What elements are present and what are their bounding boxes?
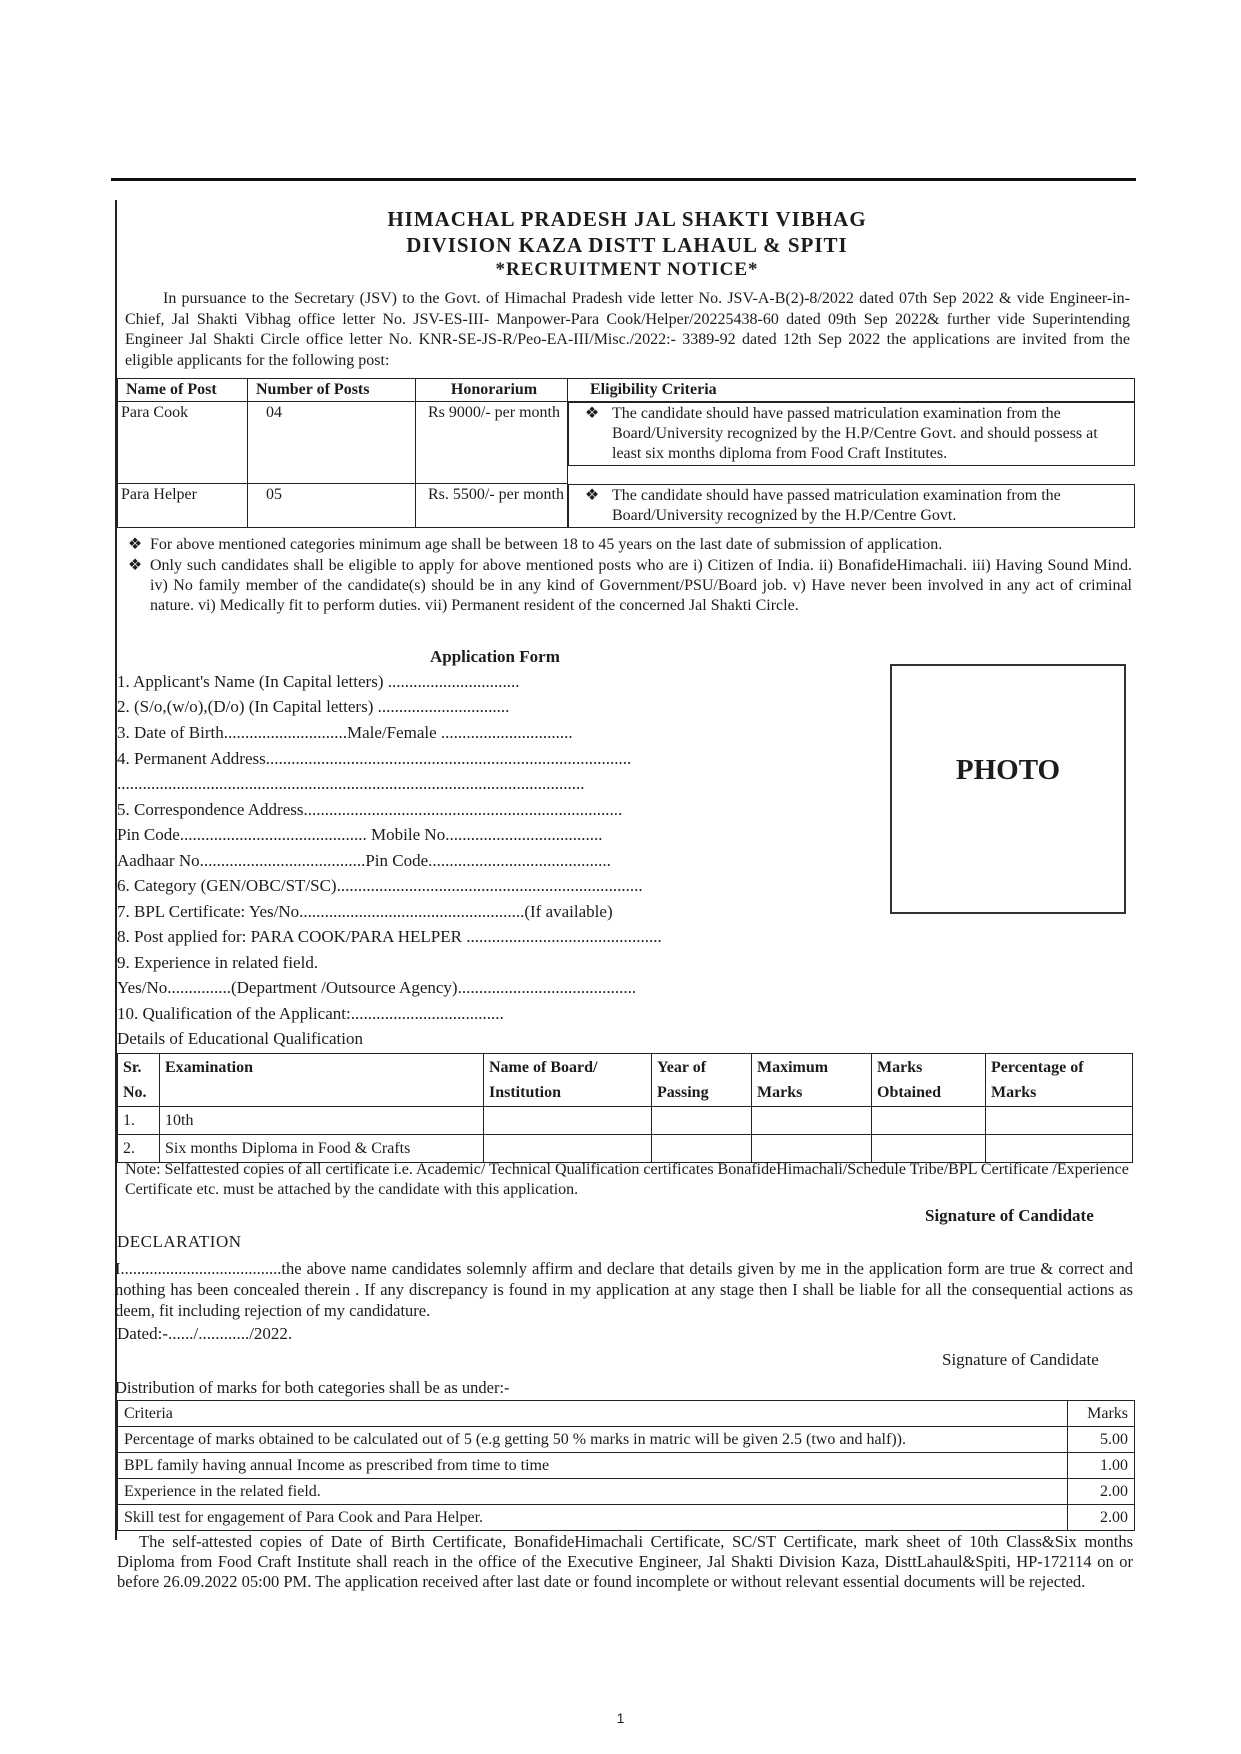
form-line: Aadhaar No.......................................Pin Code...........................................: [117, 851, 611, 870]
form-line: 10. Qualification of the Applicant:....................................: [117, 1004, 504, 1023]
post-name: Para Helper: [118, 484, 248, 528]
list-item: [120, 535, 1132, 555]
table-cell: [652, 1107, 752, 1135]
form-line: 6. Category (GEN/OBC/ST/SC)........................................................................: [117, 876, 643, 895]
marks-cell: 2.00: [1068, 1505, 1135, 1531]
criteria-cell: Percentage of marks obtained to be calculated out of 5 (e.g getting 50 % marks in matric will be given 2.5 (two and half)).: [118, 1427, 1068, 1453]
photo-box: [890, 664, 1126, 914]
form-line: ..............................................................................................................: [117, 774, 585, 793]
table-cell: [986, 1107, 1133, 1135]
post-criteria: The candidate should have passed matriculation examination from the Board/University recognized by the H.P/Centre Govt.: [612, 486, 1061, 524]
form-line: 9. Experience in related field.: [117, 953, 319, 972]
form-line: Details of Educational Qualification: [117, 1029, 363, 1048]
declaration-title: DECLARATION: [117, 1232, 242, 1251]
declaration-text: I.......................................the above name candidates solemnly affirm and declare that details given by me in the application form are true & correct and nothing has been concealed therein . If any discrepancy is found in my application at any stage then I shall be liable for all the consequential actions as deem, fit including rejection of my candidature.: [115, 1259, 1133, 1320]
col-header: Criteria: [118, 1401, 1068, 1427]
col-header: Year of Passing: [652, 1054, 752, 1107]
table-cell: 2.: [118, 1135, 160, 1163]
criteria-cell: Skill test for engagement of Para Cook and Para Helper.: [118, 1505, 1068, 1531]
form-line: Yes/No...............(Department /Outsource Agency)..........................................: [117, 978, 637, 997]
qualification-table: [117, 1053, 1133, 1163]
post-name: Para Cook: [118, 402, 248, 484]
list-item: [120, 556, 1132, 616]
table-cell: [752, 1135, 872, 1163]
table-row: [118, 1135, 1133, 1163]
condition-text: For above mentioned categories minimum age shall be between 18 to 45 years on the last date of submission of application.: [150, 536, 943, 553]
col-header: Percentage of Marks: [986, 1054, 1133, 1107]
form-line: Pin Code............................................ Mobile No.....................................: [117, 825, 603, 844]
page-number: 1: [616, 1710, 625, 1726]
notice-title: *RECRUITMENT NOTICE*: [495, 259, 759, 280]
table-cell: [484, 1135, 652, 1163]
table-cell: [484, 1107, 652, 1135]
col-header: Name of Board/ Institution: [484, 1054, 652, 1107]
top-rule: [111, 178, 1136, 181]
signature-label: Signature of Candidate: [925, 1206, 1094, 1225]
post-count: 05: [248, 484, 416, 528]
marks-distribution-title: Distribution of marks for both categories shall be as under:-: [115, 1378, 510, 1397]
post-criteria: The candidate should have passed matriculation examination from the Board/University recognized by the H.P/Centre Govt. and should possess at least six months diploma from Food Craft Institutes.: [612, 405, 1098, 462]
bullet-icon: ❖: [584, 486, 600, 504]
table-row: [118, 1107, 1133, 1135]
form-line: 8. Post applied for: PARA COOK/PARA HELPER ..............................................: [117, 927, 662, 946]
marks-cell: 2.00: [1068, 1479, 1135, 1505]
col-header: Number of Posts: [248, 379, 416, 402]
post-honorarium: Rs. 5500/- per month: [416, 484, 568, 528]
criteria-cell: BPL family having annual Income as prescribed from time to time: [118, 1453, 1068, 1479]
col-header: Examination: [160, 1054, 484, 1107]
dated-line: Dated:-....../............/2022.: [117, 1324, 293, 1343]
table-row: [118, 484, 1135, 528]
conditions-list: [120, 535, 1132, 617]
marks-table-header: [118, 1401, 1135, 1427]
marks-cell: 5.00: [1068, 1427, 1135, 1453]
table-cell: 10th: [160, 1107, 484, 1135]
col-header: Maximum Marks: [752, 1054, 872, 1107]
table-row: [118, 1453, 1135, 1479]
col-header: Eligibility Criteria: [568, 379, 1135, 402]
form-line: 1. Applicant's Name (In Capital letters) ...............................: [117, 672, 520, 691]
col-header: Name of Post: [118, 379, 248, 402]
table-cell: [872, 1107, 986, 1135]
form-line: 7. BPL Certificate: Yes/No.....................................................(If available): [117, 902, 613, 921]
form-line: 4. Permanent Address......................................................................................: [117, 749, 632, 768]
post-count: 04: [248, 402, 416, 484]
posts-table: [117, 378, 1135, 528]
declaration-signature: Signature of Candidate: [942, 1350, 1099, 1369]
post-criteria-cell: [568, 402, 1135, 466]
bullet-icon: ❖: [127, 557, 143, 574]
header-line-1: HIMACHAL PRADESH JAL SHAKTI VIBHAG: [387, 207, 867, 231]
col-header: Honorarium: [416, 379, 568, 402]
table-row: [118, 1427, 1135, 1453]
table-row: [118, 402, 1135, 484]
col-header: Marks Obtained: [872, 1054, 986, 1107]
qualification-table-header: [118, 1054, 1133, 1107]
note-text: Note: Selfattested copies of all certificate i.e. Academic/ Technical Qualification certificates BonafideHimachali/Schedule Tribe/BPL Certificate /Experience Certificate etc. must be attached by the candidate with this application.: [125, 1161, 1129, 1198]
post-criteria-cell: [568, 484, 1135, 528]
table-cell: [872, 1135, 986, 1163]
table-row: [118, 1479, 1135, 1505]
col-header: Sr. No.: [118, 1054, 160, 1107]
form-line: 2. (S/o,(w/o),(D/o) (In Capital letters) ...............................: [117, 697, 510, 716]
bullet-icon: ❖: [584, 405, 600, 422]
col-header: Marks: [1068, 1401, 1135, 1427]
condition-text: Only such candidates shall be eligible to apply for above mentioned posts who are i) Citizen of India. ii) BonafideHimachali. iii) Having Sound Mind. iv) No family member of the candidate(s) should be in any kind of Government/PSU/Board job. v) Have never been involved in any act of criminal nature. vi) Medically fit to perform duties. vii) Permanent resident of the concerned Jal Shakti Circle.: [150, 557, 1132, 614]
table-cell: 1.: [118, 1107, 160, 1135]
table-cell: Six months Diploma in Food & Crafts: [160, 1135, 484, 1163]
post-honorarium: Rs 9000/- per month: [416, 402, 568, 484]
photo-label: PHOTO: [955, 754, 1061, 786]
criteria-cell: Experience in the related field.: [118, 1479, 1068, 1505]
marks-cell: 1.00: [1068, 1453, 1135, 1479]
table-cell: [652, 1135, 752, 1163]
form-title: Application Form: [430, 647, 560, 666]
marks-table: [117, 1400, 1135, 1531]
closing-paragraph: The self-attested copies of Date of Birth Certificate, BonafideHimachali Certificate, SC/ST Certificate, mark sheet of 10th Class&Six months Diploma from Food Craft Institute shall reach in the office of the Executive Engineer, Jal Shakti Division Kaza, DisttLahaul&Spiti, HP-172114 on or before 26.09.2022 05:00 PM. The application received after last date or found incomplete or without relevant essential documents will be rejected.: [117, 1532, 1133, 1591]
intro-paragraph: In pursuance to the Secretary (JSV) to the Govt. of Himachal Pradesh vide letter No. JSV-A-B(2)-8/2022 dated 07th Sep 2022 & vide Engineer-in-Chief, Jal Shakti Vibhag office letter No. JSV-ES-III- Manpower-Para Cook/Helper/20225438-60 dated 09th Sep 2022& further vide Superintending Engineer Jal Shakti Circle office letter No. KNR-SE-JS-R/Peo-EA-III/Misc./2022:- 3389-92 dated 12th Sep 2022 the applications are invited from the eligible applicants for the following post:: [125, 290, 1130, 369]
form-line: 3. Date of Birth.............................Male/Female ...............................: [117, 723, 573, 742]
table-row: [118, 1505, 1135, 1531]
posts-table-header: [118, 379, 1135, 402]
bullet-icon: ❖: [127, 536, 143, 553]
form-line: 5. Correspondence Address...........................................................................: [117, 800, 623, 819]
table-cell: [986, 1135, 1133, 1163]
table-cell: [752, 1107, 872, 1135]
header-line-2: DIVISION KAZA DISTT LAHAUL & SPITI: [406, 233, 848, 257]
